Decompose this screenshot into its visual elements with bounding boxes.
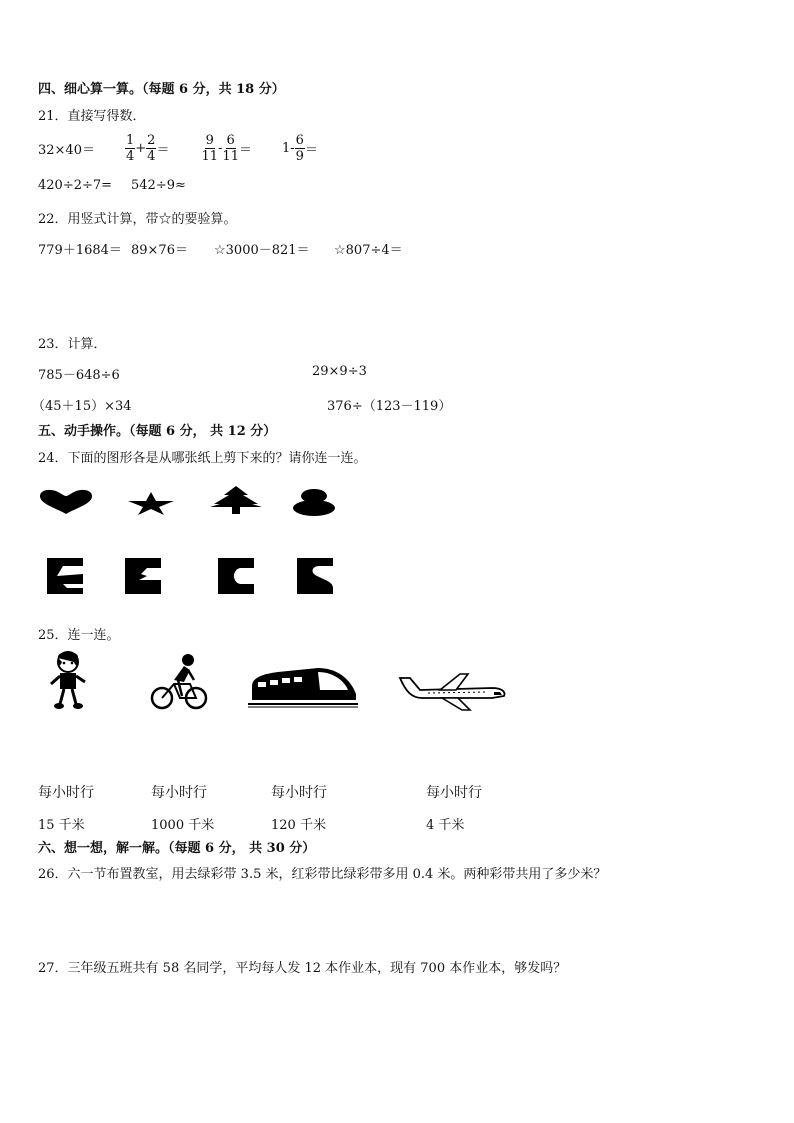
q21-e3-num1: 9 xyxy=(205,132,214,148)
q27-text: 27．三年级五班共有 58 名同学，平均每人发 12 本作业本，现有 700 本作业本，够发吗？ xyxy=(38,961,567,976)
q21-e3-op: - xyxy=(218,140,223,156)
speed-label-2: 每小时行 xyxy=(151,785,207,801)
q21-e2-eq: ＝ xyxy=(156,142,170,158)
q21-e4-eq: ＝ xyxy=(304,142,318,158)
q23-item-1: 785－648÷6 xyxy=(38,368,120,383)
q25-title: 25．连一连。 xyxy=(38,628,120,643)
q22-item-4: ☆807÷4＝ xyxy=(334,243,403,258)
q21-e3-den1: 11 xyxy=(201,148,219,164)
q26-text: 26．六一节布置教室，用去绿彩带 3.5 米，红彩带比绿彩带多用 0.4 米。两种彩带共用了多少米？ xyxy=(38,867,607,882)
paper-sheet-1 xyxy=(47,558,85,596)
speed-value-3: 120 千米 xyxy=(271,818,326,833)
q23-title: 23．计算． xyxy=(38,337,107,352)
speed-label-3: 每小时行 xyxy=(271,785,327,801)
q22-item-1: 779＋1684＝ xyxy=(38,243,122,258)
speed-value-1: 15 千米 xyxy=(38,818,85,833)
paper-sheet-4 xyxy=(297,558,335,596)
paper-sheet-2 xyxy=(125,558,163,596)
speed-value-2: 1000 千米 xyxy=(151,818,215,833)
q21-expr-2 xyxy=(125,133,169,164)
snowman-shape xyxy=(290,488,338,516)
cyclist-image xyxy=(150,652,210,714)
q21-e2-den1: 4 xyxy=(125,148,135,164)
paper-sheet-3 xyxy=(218,558,256,596)
q21-e3-num2: 6 xyxy=(226,132,235,148)
q22-item-3: ☆3000－821＝ xyxy=(214,243,310,258)
section-4-title: 四、细心算一算。（每题 6 分，共 18 分） xyxy=(38,82,285,97)
q21-e2-num1: 1 xyxy=(125,132,135,148)
q21-e4-pre: 1- xyxy=(281,140,295,156)
q21-expr-1: 32×40＝ xyxy=(38,142,95,158)
star-shape xyxy=(126,490,176,516)
q21-expr-3 xyxy=(201,133,252,164)
q21-expr-5: 420÷2÷7= xyxy=(38,178,113,193)
section-5-title: 五、动手操作。（每题 6 分， 共 12 分） xyxy=(38,424,277,439)
q23-item-3: （45＋15）×34 xyxy=(32,399,132,414)
q22-item-2: 89×76＝ xyxy=(131,243,188,258)
section-6-title: 六、想一想，解一解。（每题 6 分， 共 30 分） xyxy=(38,841,316,856)
q21-e4-den: 9 xyxy=(295,148,304,164)
q23-item-4: 376÷（123－119） xyxy=(327,399,452,414)
q21-expr-4 xyxy=(282,133,318,164)
q21-e2-op: + xyxy=(135,140,147,156)
q21-e4-num: 6 xyxy=(295,132,304,148)
q21-title: 21．直接写得数． xyxy=(38,109,146,124)
q24-title: 24．下面的图形各是从哪张纸上剪下来的？请你连一连。 xyxy=(38,451,367,466)
speed-label-1: 每小时行 xyxy=(38,785,94,801)
q21-e3-eq: ＝ xyxy=(238,142,252,158)
heart-shape xyxy=(38,488,94,516)
arrow-tree-shape xyxy=(208,485,264,515)
q22-title: 22．用竖式计算，带☆的要验算。 xyxy=(38,212,237,227)
high-speed-train-image xyxy=(248,660,358,708)
q21-e2-num2: 2 xyxy=(147,132,156,148)
q23-item-2: 29×9÷3 xyxy=(312,364,367,379)
airplane-image xyxy=(396,670,508,712)
q21-expr-6: 542÷9≈ xyxy=(131,178,186,193)
q21-e2-den2: 4 xyxy=(147,148,156,164)
walking-girl-image xyxy=(48,648,88,710)
speed-label-4: 每小时行 xyxy=(426,785,482,801)
q21-e3-den2: 11 xyxy=(222,148,239,164)
q21-row-1 xyxy=(38,131,318,165)
speed-value-4: 4 千米 xyxy=(426,818,465,833)
